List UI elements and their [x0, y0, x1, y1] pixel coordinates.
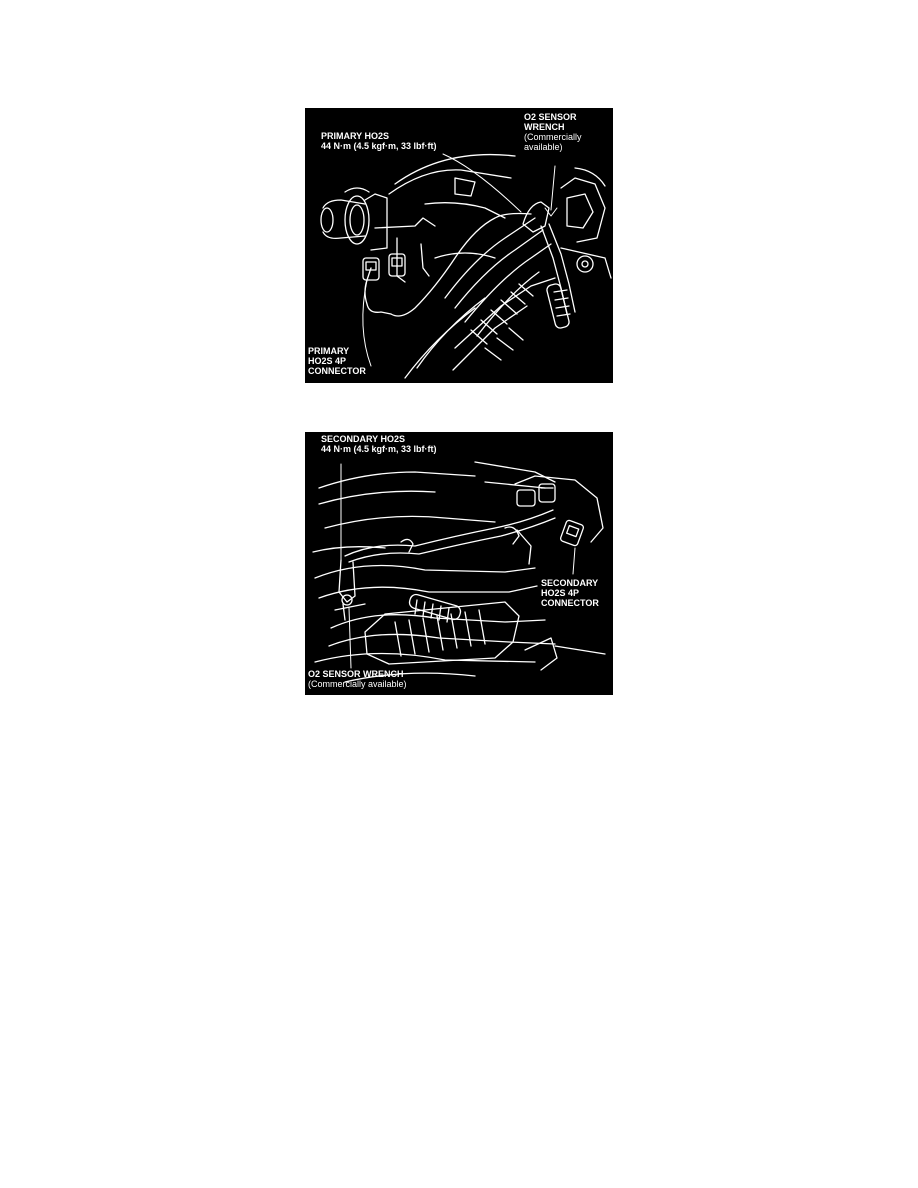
- primary-connector-line1: PRIMARY: [308, 346, 350, 356]
- o2-wrench-line4: available): [524, 142, 563, 152]
- o2-wrench-line3: (Commercially: [524, 132, 582, 142]
- secondary-connector-line1: SECONDARY: [541, 578, 599, 588]
- secondary-ho2s-torque: 44 N·m (4.5 kgf·m, 33 lbf·ft): [321, 444, 437, 454]
- secondary-connector-line3: CONNECTOR: [541, 598, 599, 608]
- secondary-ho2s-figure: [305, 432, 613, 695]
- o2-wrench2-line2: (Commercially available): [308, 679, 407, 689]
- primary-connector-line3: CONNECTOR: [308, 366, 366, 376]
- o2-wrench-line1: O2 SENSOR: [524, 112, 577, 122]
- primary-ho2s-title: PRIMARY HO2S: [321, 131, 390, 141]
- o2-wrench2-line1: O2 SENSOR WRENCH: [308, 669, 404, 679]
- secondary-ho2s-title: SECONDARY HO2S: [321, 434, 406, 444]
- primary-ho2s-callout: [321, 131, 437, 151]
- o2-wrench-line2: WRENCH: [524, 122, 565, 132]
- o2-sensor-wrench-callout-primary: [524, 112, 582, 152]
- primary-connector-callout: [308, 346, 366, 376]
- secondary-ho2s-callout: [321, 434, 437, 454]
- primary-ho2s-figure: [305, 108, 613, 383]
- primary-ho2s-torque: 44 N·m (4.5 kgf·m, 33 lbf·ft): [321, 141, 437, 151]
- secondary-ho2s-illustration: [305, 432, 613, 695]
- secondary-connector-line2: HO2S 4P: [541, 588, 580, 598]
- primary-connector-line2: HO2S 4P: [308, 356, 347, 366]
- o2-sensor-wrench-callout-secondary: [308, 669, 407, 689]
- secondary-connector-callout: [541, 578, 599, 608]
